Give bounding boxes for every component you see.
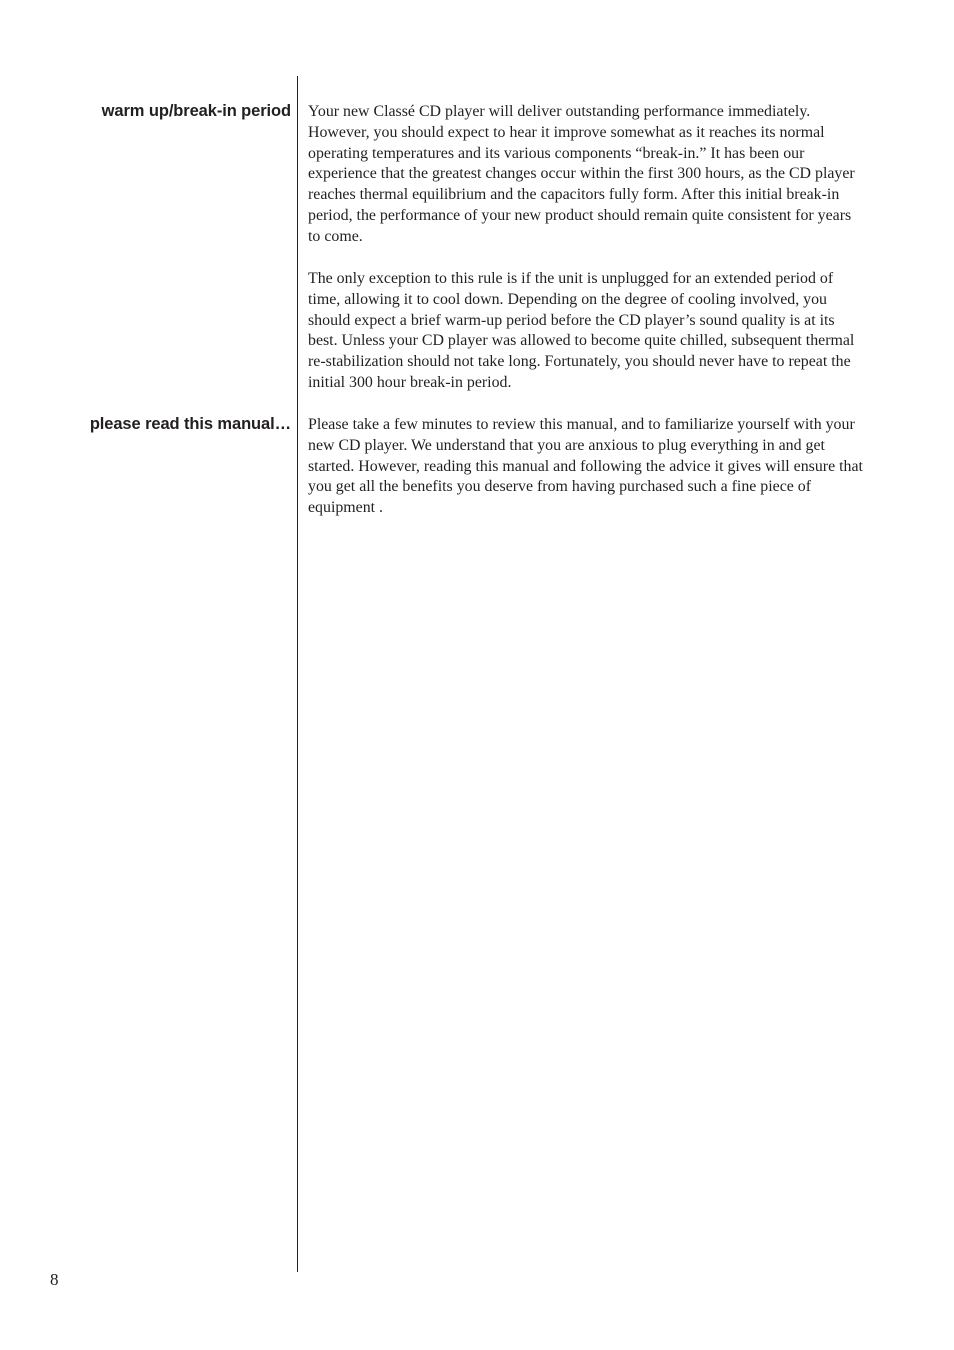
- section-heading-warm-up: warm up/break-in period: [101, 102, 291, 120]
- section-heading-read-manual: please read this manual…: [89, 415, 291, 433]
- paragraph-warm-up-2: The only exception to this rule is if the unit is unplugged for an extended period of time, allowing it to cool down. Depending on the degree of cooling involved, you should expect a brief warm-up period before the CD player’s sound quality is at its best. Unless your CD player was allowed to become quite chilled, subsequent thermal re-stabilization should not take long. Fortunately, you should never have to repeat the initial 300 hour break-in period.: [308, 270, 855, 391]
- column-divider: [297, 76, 298, 1272]
- paragraph-warm-up-1: Your new Classé CD player will deliver outstanding performance immediately. However, you should expect to hear it improve somewhat as it reaches its normal operating temperatures and its various components “break-in.” It has been our experience that the greatest changes occur within the first 300 hours, as the CD player reaches thermal equilibrium and the capacitors fully form. After this initial break-in period, the performance of your new product should remain quite consistent for years to come.: [308, 103, 855, 245]
- page-number: 8: [50, 1270, 59, 1289]
- paragraph-read-manual: Please take a few minutes to review this manual, and to familiarize yourself with your new CD player. We understand that you are anxious to plug everything in and get started. However, reading this manual and following the advice it gives will ensure that you get all the benefits you deserve from having purchased such a fine piece of equipment .: [308, 416, 863, 517]
